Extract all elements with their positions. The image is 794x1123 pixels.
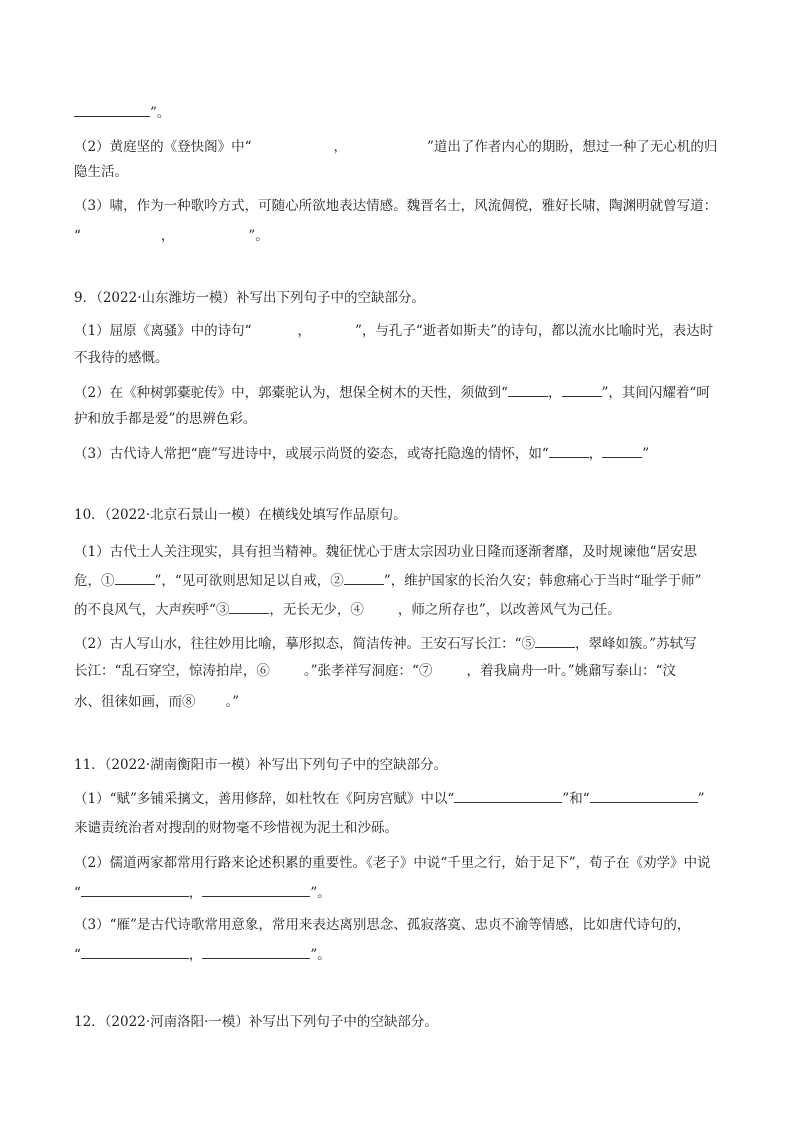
- q10-item-2: （2）古人写山水，往往妙用比喻，摹形拟态，简洁传神。王安石写长江：“⑤ ，翠峰如簇。”苏轼写: [74, 633, 697, 654]
- q10-title: 10．（2022·北京石景山一模）在横线处填写作品原句。: [74, 507, 407, 523]
- answer-blank[interactable]: [81, 882, 189, 897]
- answer-blank[interactable]: [549, 443, 589, 458]
- answer-blank[interactable]: [344, 570, 384, 585]
- q10-item-1: （1）古代士人关注现实，具有担当精神。魏征忧心于唐太宗因功业日隆而逐渐奢靡，及时规谏他“居安思: [74, 544, 697, 560]
- q8-item-2: （2）黄庭坚的《登快阁》中“ ， ”道出了作者内心的期盼，想过一种了无心机的归: [74, 139, 718, 155]
- answer-blank[interactable]: [454, 788, 562, 803]
- q9-item-2: （2）在《种树郭橐驼传》中，郭橐驼认为，想保全树木的天性，须做到“ ， ”，其间闪耀着“呵: [74, 382, 710, 403]
- q9-item-1: （1）屈原《离骚》中的诗句“ ， ”，与孔子“逝者如斯夫”的诗句，都以流水比喻时光，表达时: [74, 323, 714, 339]
- q11-item-3-cont: “ ， ”。: [74, 944, 331, 965]
- q9-item-2-cont: 护和放手都是爱”的思辨色彩。: [74, 411, 257, 427]
- q12-title: 12．（2022·河南洛阳·一模）补写出下列句子中的空缺部分。: [74, 1014, 438, 1030]
- q11-item-2-cont: “ ， ”。: [74, 882, 331, 903]
- q8-item-2-cont: 隐生活。: [74, 164, 128, 180]
- q11-item-2: （2）儒道两家都常用行路来论述积累的重要性。《老子》中说“千里之行，始于足下”，荀子在《劝学》中说: [74, 855, 711, 871]
- q10-item-1-line2: 危，① ”，“见可欲则思知足以自戒，② ”，维护国家的长治久安；韩愈痛心于当时“耻学于师”: [74, 570, 702, 591]
- answer-blank[interactable]: [508, 382, 548, 397]
- q11-title: 11．（2022·湖南衡阳市一模）补写出下列句子中的空缺部分。: [74, 757, 448, 773]
- answer-blank[interactable]: [74, 102, 150, 117]
- q9-item-3: （3）古代诗人常把“鹿”写进诗中，或展示尚贤的姿态，或寄托隐逸的情怀，如“ ， ”: [74, 443, 649, 464]
- answer-blank[interactable]: [229, 599, 269, 614]
- q8-line-0: [74, 102, 170, 123]
- answer-blank[interactable]: [562, 382, 602, 397]
- q11-item-1-cont: 来谴责统治者对搜刮的财物毫不珍惜视为泥土和沙砾。: [74, 820, 398, 836]
- answer-blank[interactable]: [115, 570, 155, 585]
- q10-item-2-line3: 水、徂徕如画，而⑧ 。”: [74, 694, 240, 710]
- answer-blank[interactable]: [602, 443, 642, 458]
- q9-item-1-cont: 不我待的感慨。: [74, 350, 169, 366]
- q11-item-1: （1）“赋”多铺采摛文，善用修辞，如杜牧在《阿房宫赋》中以“ ”和“ ”: [74, 788, 705, 809]
- q11-item-3: （3）“雁”是古代诗歌常用意象，常用来表达离别思念、孤寂落寞、忠贞不渝等情感，比如唐代诗句的，: [74, 917, 691, 933]
- q10-item-2-line2: 长江：“乱石穿空，惊涛拍岸，⑥ 。”张孝祥写洞庭：“⑦ ，着我扁舟一叶。”姚鼐写泰山：“汶: [74, 663, 677, 679]
- q8-item-3-cont: “ ， ”。: [74, 228, 269, 244]
- answer-blank[interactable]: [202, 882, 310, 897]
- text: ”。: [150, 105, 171, 121]
- answer-blank[interactable]: [535, 633, 575, 648]
- q10-item-1-line3: 的不良风气，大声疾呼“③ ，无长无少，④ ，师之所存也”，以改善风气为己任。: [74, 599, 621, 620]
- q8-item-3: （3）啸，作为一种歌吟方式，可随心所欲地表达情感。魏晋名士，风流倜傥，雅好长啸，陶渊明就曾写道：: [74, 198, 718, 214]
- answer-blank[interactable]: [590, 788, 698, 803]
- answer-blank[interactable]: [202, 944, 310, 959]
- answer-blank[interactable]: [81, 944, 189, 959]
- q9-title: 9．（2022·山东潍坊一模）补写出下列句子中的空缺部分。: [74, 290, 425, 306]
